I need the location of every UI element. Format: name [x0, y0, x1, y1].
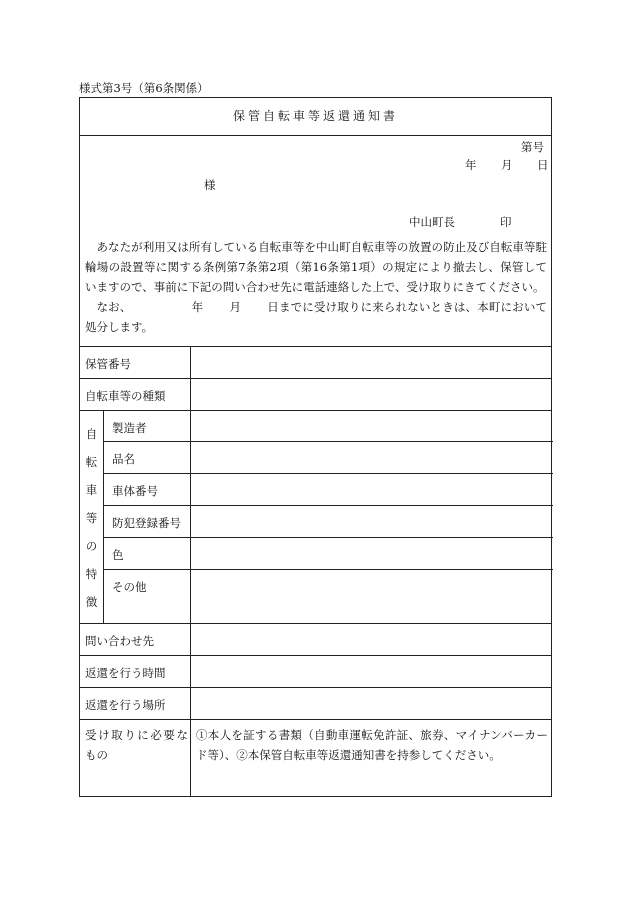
- notice-paragraph-2: [85, 297, 547, 337]
- notice-p2-year: 年: [191, 300, 204, 314]
- label-return-place: 返還を行う場所: [85, 698, 166, 712]
- features-char: 転: [85, 455, 98, 469]
- document-title: 保管自転車等返還通知書: [232, 109, 398, 123]
- features-char: 徴: [85, 595, 98, 609]
- divider: [80, 687, 551, 688]
- document-number: 第号: [521, 140, 544, 154]
- notice-paragraph-1: あなたが利用又は所有している自転車等を中山町自転車等の放置の防止及び自転車等駐輪場の設置等に関する条例第7条第2項（第16条第1項）の規定により撤去し、保管していますので、事前に下記の問い合わせ先に電話連絡した上で、受け取りにきてください。: [85, 240, 547, 294]
- divider: [80, 719, 551, 720]
- label-manufacturer: 製造者: [112, 421, 147, 435]
- divider: [103, 441, 553, 442]
- date-day: 日: [537, 158, 549, 172]
- label-bicycle-type: 自転車等の種類: [85, 389, 166, 403]
- addressee-suffix: 様: [204, 178, 216, 192]
- divider: [80, 655, 551, 656]
- features-char: 特: [85, 567, 98, 581]
- divider: [103, 473, 553, 474]
- notice-form: [79, 97, 552, 797]
- issuer-name: 中山町長: [409, 215, 455, 229]
- label-contact: 問い合わせ先: [85, 634, 154, 648]
- label-other: その他: [112, 580, 147, 594]
- notice-body: [85, 237, 547, 337]
- label-security-registration: 防犯登録番号: [112, 516, 181, 530]
- divider: [103, 537, 553, 538]
- notice-p2-month: 月: [229, 300, 242, 314]
- divider: [103, 569, 553, 570]
- divider: [80, 346, 551, 347]
- notice-p2-start: なお、: [96, 300, 132, 314]
- divider: [80, 410, 551, 411]
- label-storage-number: 保管番号: [85, 357, 131, 371]
- required-items-value: ①本人を証する書類（自動車運転免許証、旅券、マイナンバーカード等）、②本保管自転車等返還通知書を持参してください。: [196, 728, 548, 762]
- date-year: 年: [465, 158, 477, 172]
- features-char: 等: [85, 511, 98, 525]
- label-color: 色: [112, 548, 124, 562]
- form-number-label: 様式第3号（第6条関係）: [79, 81, 209, 95]
- divider: [80, 135, 551, 136]
- divider: [80, 378, 551, 379]
- features-char: の: [85, 539, 98, 553]
- features-char: 車: [85, 483, 98, 497]
- date-month: 月: [501, 158, 513, 172]
- notice-p2-end: 日までに受け取りに来られないときは、本町において処分します。: [85, 300, 548, 334]
- divider: [103, 505, 553, 506]
- features-char: 自: [85, 427, 98, 441]
- column-divider: [190, 346, 191, 797]
- label-frame-number: 車体番号: [112, 484, 158, 498]
- divider: [80, 623, 551, 624]
- label-product-name: 品名: [112, 452, 135, 466]
- seal-mark: 印: [500, 215, 512, 229]
- label-required-items: 受け取りに必要なもの: [85, 728, 188, 762]
- column-divider: [103, 410, 104, 623]
- label-return-time: 返還を行う時間: [85, 666, 166, 680]
